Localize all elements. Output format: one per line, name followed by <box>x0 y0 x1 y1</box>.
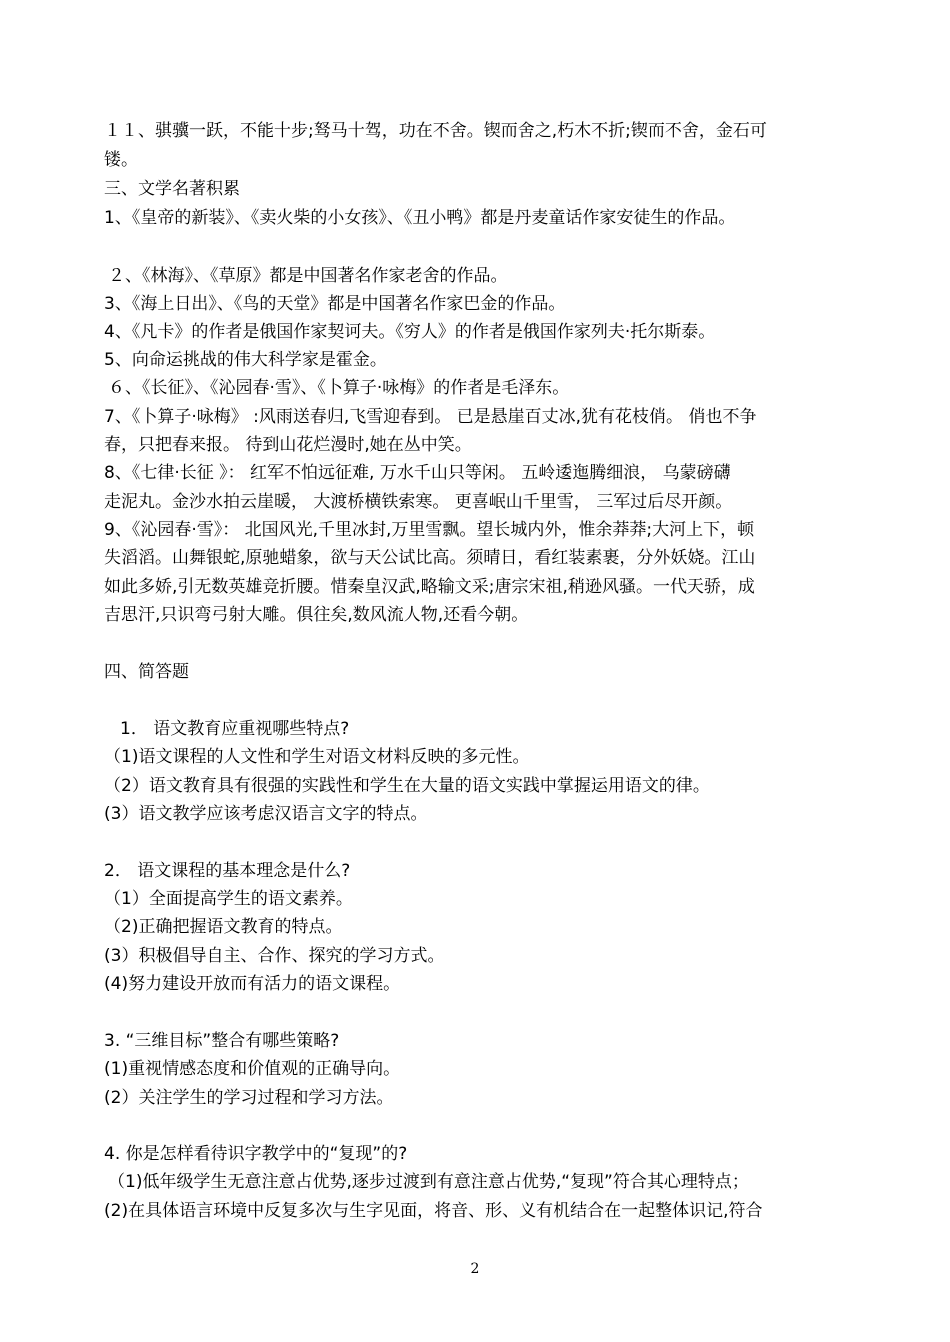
page-number: 2 <box>470 1261 480 1277</box>
question: 2． 语文课程的基本理念是什么? <box>104 861 351 881</box>
answer-line: （2)正确把握语文教育的特点。 <box>104 917 343 937</box>
answer-line: （1)语文课程的人文性和学生对语文材料反映的多元性。 <box>104 747 530 767</box>
answer-line: （1)低年级学生无意注意占优势,逐步过渡到有意注意占优势,“复现”符合其心理特点； <box>108 1172 749 1192</box>
answer-line: (4)努力建设开放而有活力的语文课程。 <box>104 974 401 994</box>
text-line: 9、《沁园春·雪》： 北国风光,千里冰封,万里雪飘。望长城内外，惟余莽莽;大河上下，顿 <box>104 520 755 540</box>
question: 1． 语文教育应重视哪些特点? <box>120 719 350 739</box>
section-heading: 四、简答题 <box>104 662 189 682</box>
text-line: 走泥丸。金沙水拍云崖暖， 大渡桥横铁索寒。 更喜岷山千里雪， 三军过后尽开颜。 <box>104 492 733 512</box>
answer-line: (3）语文教学应该考虑汉语言文字的特点。 <box>104 804 428 824</box>
answer-line: (2)在具体语言环境中反复多次与生字见面，将音、形、义有机结合在一起整体识记,符合 <box>104 1201 763 1221</box>
answer-line: (2）关注学生的学习过程和学习方法。 <box>104 1088 394 1108</box>
text-line: 春，只把春来报。 待到山花烂漫时,她在丛中笑。 <box>104 435 472 455</box>
text-line: １１、骐骥一跃，不能十步;驽马十驾，功在不舍。锲而舍之,朽木不折;锲而不舍，金石可 <box>104 121 767 141</box>
answer-line: （2）语文教育具有很强的实践性和学生在大量的语文实践中掌握运用语文的律。 <box>104 776 710 796</box>
text-line: 4、《凡卡》的作者是俄国作家契诃夫。《穷人》的作者是俄国作家列夫·托尔斯泰。 <box>104 322 716 342</box>
text-line: 1、《皇帝的新装》、《卖火柴的小女孩》、《丑小鸭》都是丹麦童话作家安徒生的作品。 <box>104 208 736 228</box>
answer-line: （1）全面提高学生的语文素养。 <box>104 889 353 909</box>
text-line: 7、《卜算子·咏梅》 :风雨送春归,飞雪迎春到。 已是悬崖百丈冰,犹有花枝俏。 俏也不争 <box>104 407 757 427</box>
text-line: 镂。 <box>104 150 138 170</box>
text-line: 失滔滔。山舞银蛇,原驰蜡象，欲与天公试比高。须晴日，看红装素裹，分外妖娆。江山 <box>104 548 756 568</box>
text-line: ２、《林海》、《草原》都是中国著名作家老舍的作品。 <box>108 266 508 286</box>
text-line: 8、《七律·长征 》： 红军不怕远征难, 万水千山只等闲。 五岭逶迤腾细浪， 乌蒙磅礴 <box>104 463 731 483</box>
answer-line: (1)重视情感态度和价值观的正确导向。 <box>104 1059 401 1079</box>
answer-line: (3）积极倡导自主、合作、探究的学习方式。 <box>104 946 445 966</box>
text-line: 5、向命运挑战的伟大科学家是霍金。 <box>104 350 387 370</box>
section-heading: 三、文学名著积累 <box>104 179 240 199</box>
text-line: 吉思汗,只识弯弓射大雕。俱往矣,数风流人物,还看今朝。 <box>104 605 529 625</box>
question: 3. “三维目标”整合有哪些策略? <box>104 1031 340 1051</box>
question: 4. 你是怎样看待识字教学中的“复现”的? <box>104 1144 408 1164</box>
text-line: 如此多娇,引无数英雄竞折腰。惜秦皇汉武,略输文采;唐宗宋祖,稍逊风骚。一代天骄，成 <box>104 577 755 597</box>
text-line: ６、《长征》、《沁园春·雪》、《卜算子·咏梅》的作者是毛泽东。 <box>108 378 570 398</box>
text-line: 3、《海上日出》、《鸟的天堂》都是中国著名作家巴金的作品。 <box>104 294 566 314</box>
